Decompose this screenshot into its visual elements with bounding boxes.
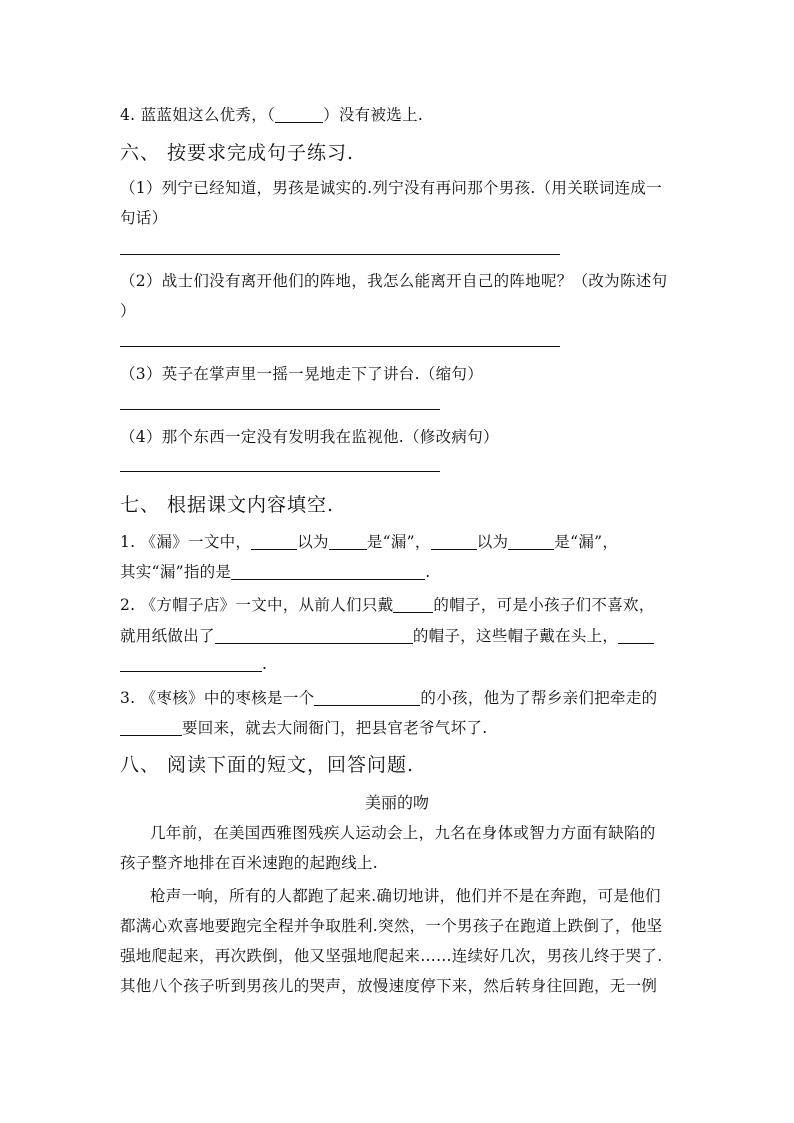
answer-blank[interactable] — [431, 534, 477, 551]
section-7-heading: 七、 根据课文内容填空. — [120, 494, 335, 516]
q3-text: 要回来，就去大闹衙门，把县官老爷气坏了. — [182, 719, 488, 737]
sec7-q1-line2 — [120, 560, 430, 582]
sec7-q2-line1 — [120, 593, 655, 615]
q1-text: 其实“漏”指的是 — [120, 563, 232, 581]
answer-blank[interactable] — [231, 564, 425, 581]
sec7-q3-line1 — [120, 686, 657, 708]
q1-text: 是“漏”， — [554, 533, 619, 551]
question-4-suffix: ）没有被选上. — [323, 106, 424, 124]
section-6-heading: 六、 按要求完成句子练习. — [120, 142, 355, 164]
sec6-item-1-line1: （1）列宁已经知道，男孩是诚实的.列宁没有再问那个男孩.（用关联词连成一 — [120, 179, 663, 197]
sec6-item-2-line2: ） — [120, 302, 136, 320]
q1-text: 以为 — [297, 533, 329, 551]
q2-text: 就用纸做出了 — [120, 627, 215, 645]
answer-blank[interactable] — [508, 534, 554, 551]
q2-text: 2. 《方帽子店》一文中，从前人们只戴 — [120, 596, 394, 614]
answer-blank[interactable] — [393, 597, 433, 614]
passage-title: 美丽的吻 — [364, 793, 429, 812]
answer-blank[interactable] — [251, 534, 297, 551]
passage-line: 几年前，在美国西雅图残疾人运动会上，九名在身体或智力方面有缺陷的 — [150, 824, 656, 842]
q2-text: . — [262, 655, 268, 673]
answer-blank[interactable] — [329, 534, 367, 551]
q2-text: 的帽子，可是小孩子们不喜欢， — [433, 596, 655, 614]
answer-blank[interactable] — [275, 107, 323, 124]
answer-blank[interactable] — [215, 628, 413, 645]
passage-line: 枪声一响，所有的人都跑了起来.确切地讲，他们并不是在奔跑，可是他们 — [150, 887, 661, 905]
answer-blank[interactable] — [120, 720, 182, 737]
q1-text: . — [425, 563, 431, 581]
answer-line[interactable] — [120, 471, 440, 472]
sec7-q2-line3 — [120, 655, 267, 673]
q1-text: 以为 — [476, 533, 509, 551]
sec6-item-4-line1: （4）那个东西一定没有发明我在监视他.（修改病句） — [120, 428, 499, 446]
answer-blank[interactable] — [618, 628, 654, 645]
sec6-item-2-line1: （2）战士们没有离开他们的阵地，我怎么能离开自己的阵地呢？（改为陈述句 — [120, 272, 668, 290]
section-8-heading: 八、 阅读下面的短文，回答问题. — [120, 754, 415, 776]
sec7-q1-line1 — [120, 530, 618, 552]
passage-line: 都满心欢喜地要跑完全程并争取胜利.突然，一个男孩子在跑道上跌倒了，他坚 — [120, 917, 663, 935]
sec7-q3-line2 — [120, 716, 487, 738]
q3-text: 3. 《枣核》中的枣核是一个 — [120, 689, 315, 707]
q2-text: 的帽子，这些帽子戴在头上， — [412, 627, 619, 645]
passage-line: 强地爬起来，再次跌倒，他又坚强地爬起来……连续好几次，男孩儿终于哭了. — [120, 947, 663, 965]
sec7-q2-line2 — [120, 624, 654, 646]
passage-line: 其他八个孩子听到男孩儿的哭声，放慢速度停下来，然后转身往回跑，无一例 — [120, 977, 658, 995]
question-4-line — [120, 103, 423, 125]
q1-text: 是“漏”， — [366, 533, 431, 551]
answer-line[interactable] — [120, 254, 560, 255]
passage-line: 孩子整齐地排在百米速跑的起跑线上. — [120, 854, 379, 872]
q3-text: 的小孩，他为了帮乡亲们把牵走的 — [420, 689, 658, 707]
answer-line[interactable] — [120, 346, 560, 347]
answer-blank[interactable] — [120, 656, 262, 673]
answer-blank[interactable] — [314, 690, 420, 707]
sec6-item-1-line2: 句话） — [120, 209, 168, 227]
question-4-prefix: 4. 蓝蓝姐这么优秀，（ — [120, 106, 276, 124]
sec6-item-3-line1: （3）英子在掌声里一摇一晃地走下了讲台.（缩句） — [120, 365, 483, 383]
answer-line[interactable] — [120, 409, 440, 410]
q1-text: 1. 《漏》一文中， — [120, 533, 252, 551]
